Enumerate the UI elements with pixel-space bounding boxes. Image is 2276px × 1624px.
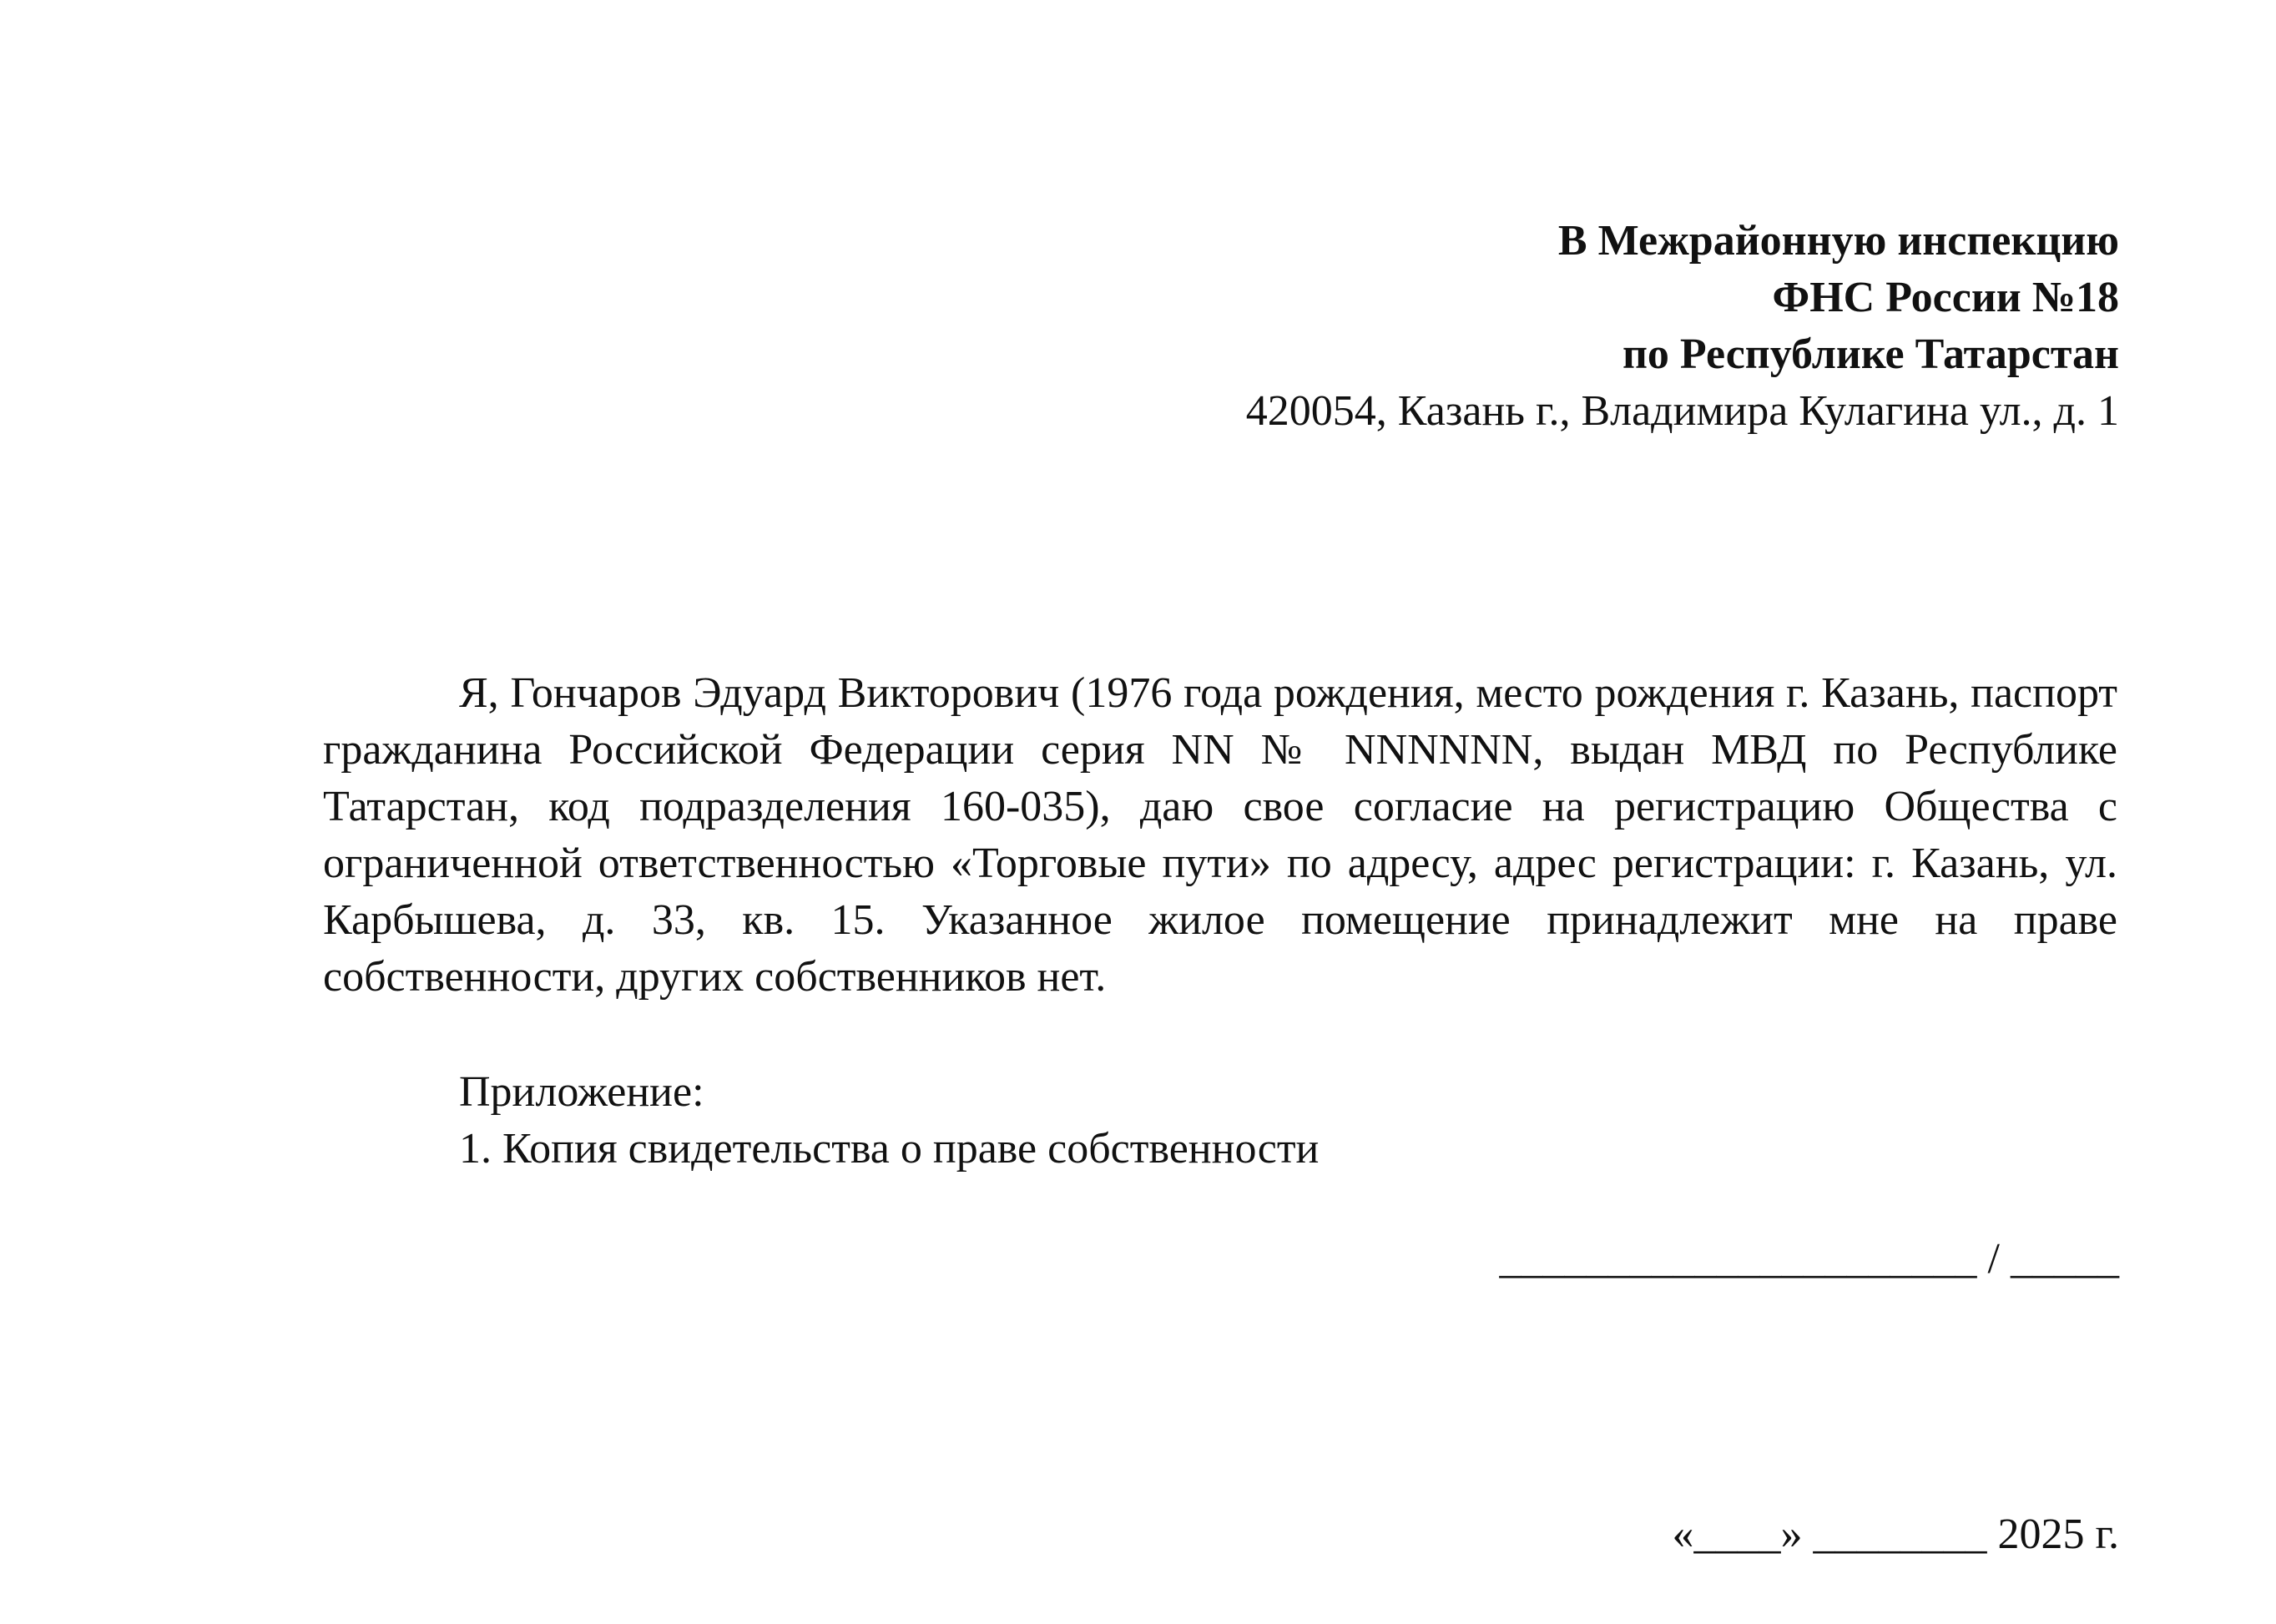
consent-paragraph: Я, Гончаров Эдуард Викторович (1976 года рождения, место рождения г. Казань, паспорт гражданина Российской Федерации серия NN № NNNNNN, выдан МВД по Республике Татарстан, код подразделения 160-035), даю свое согласие на регистрацию Общества с ограниченной ответственностью «Торговые пути» по адресу, адрес регистрации: г. Казань, ул. Карбышева, д. 33, кв. 15. Указанное жилое помещение принадлежит мне на праве собственности, других собственников нет. [323,669,2117,1001]
addressee-line-1: В Межрайонную инспекцию [1557,217,2119,265]
addressee-block [867,213,2119,440]
appendix-title: Приложение: [459,1068,704,1116]
addressee-line-3: по Республике Татарстан [1622,330,2119,378]
addressee-address: 420054, Казань г., Владимира Кулагина ул., д. 1 [1245,387,2119,435]
appendix-block [459,1064,1319,1178]
date-line: «____» ________ 2025 г. [1672,1511,2119,1558]
signature-line: ______________________ / _____ [1499,1235,2119,1283]
addressee-line-2: ФНС России №18 [1772,274,2119,321]
appendix-item: 1. Копия свидетельства о праве собственности [459,1125,1320,1173]
